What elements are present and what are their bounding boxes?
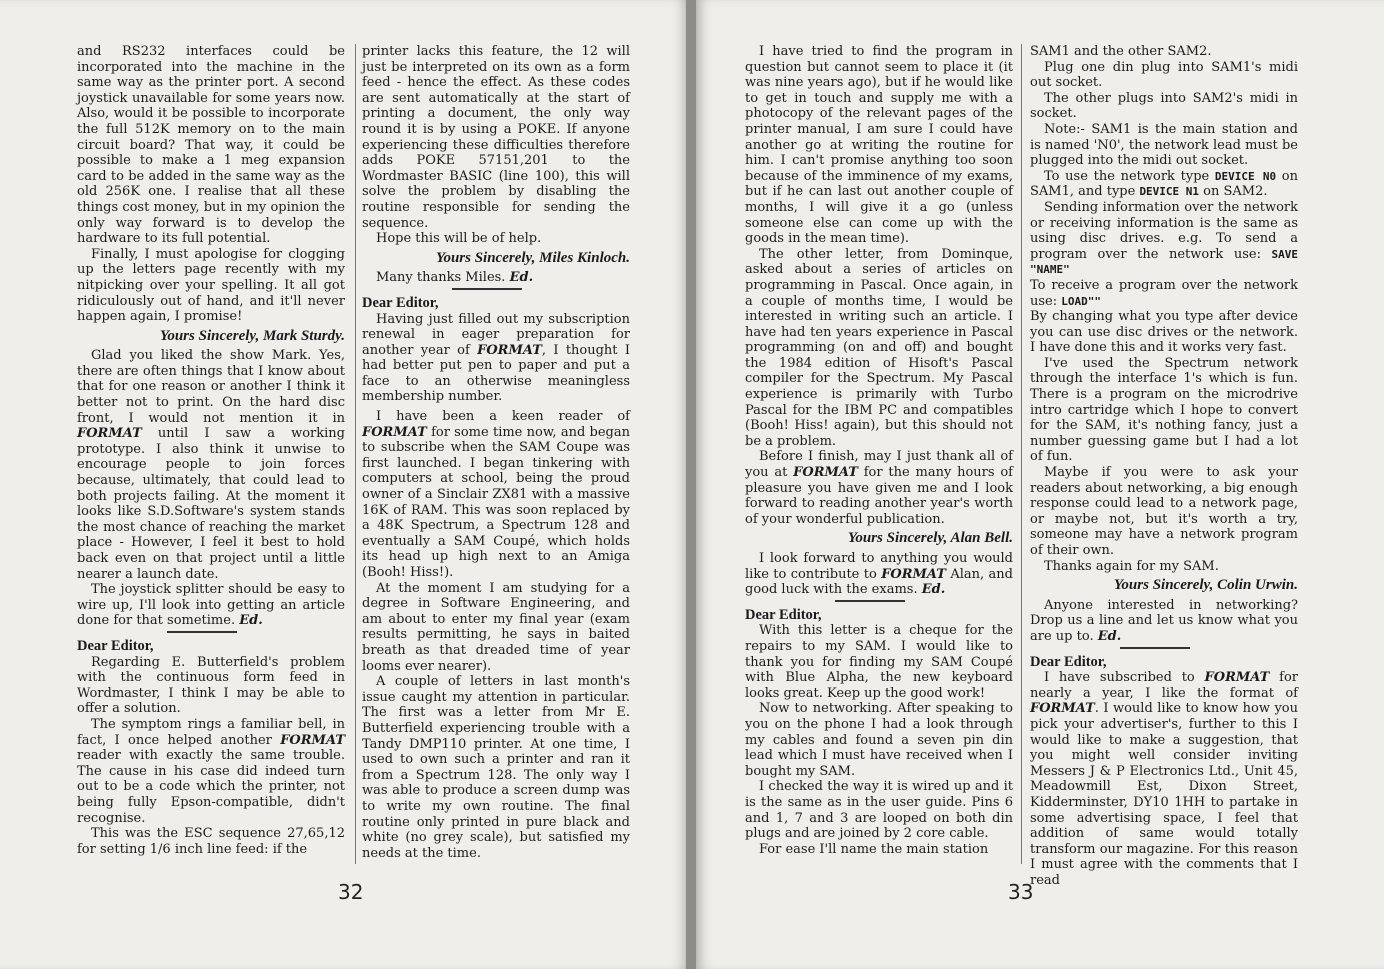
column-4 — [1030, 44, 1298, 888]
text: Having just filled out my subscription renewal in eager preparation for another year of — [362, 311, 630, 358]
text: on SAM2. — [1199, 184, 1268, 200]
page-number: 32 — [338, 880, 364, 904]
text: Alan, and good luck with the exams. — [745, 566, 1013, 598]
text: To use the network type — [1044, 168, 1215, 184]
paragraph — [77, 348, 345, 582]
format-title: FORMAT — [280, 732, 345, 748]
paragraph: Plug one din plug into SAM1's midi out socket. — [1030, 59, 1298, 91]
paragraph: Note:- SAM1 is the main station and is named 'N0', the network lead must be plugged into the midi out socket. — [1030, 121, 1298, 169]
paragraph — [362, 270, 630, 286]
text: Before I finish, may I just thank all of you at — [745, 449, 1013, 481]
editor-mark: Ed. — [239, 613, 263, 629]
format-title: FORMAT — [1204, 670, 1270, 686]
separator-rule — [1120, 647, 1190, 649]
column-divider — [1021, 44, 1022, 864]
text: for the many hours of pleasure you have given me and I look forward to reading another year's worth of your wonderful publication. — [745, 465, 1013, 527]
paragraph: Regarding E. Butterfield's problem with the continuous form feed in Wordmaster, I think I may be able to offer a solution. — [77, 654, 345, 717]
letter-salutation: Dear Editor, — [77, 637, 154, 654]
paragraph: With this letter is a cheque for the repairs to my SAM. I would like to thank you for finding my SAM Coupé with Blue Alpha, the new keyboard looks great. Keep up the good work! — [745, 623, 1013, 701]
column-3 — [745, 44, 1013, 857]
paragraph: I've used the Spectrum network through the interface 1's which is fun. There is a program on the microdrive intro cartridge which I hope to convert for the SAM, it's nothing fancy, just a number guessing game but I had a lot of fun. — [1030, 355, 1298, 465]
right-page — [696, 0, 1384, 969]
paragraph — [1030, 598, 1298, 645]
paragraph: SAM1 and the other SAM2. — [1030, 44, 1212, 59]
format-title: FORMAT — [362, 424, 427, 440]
paragraph: and RS232 interfaces could be incorporated into the machine in the same way as the printer port. A second joystick unavailable for some years now. Also, would it be possible to incorporate the full 512K memory on to the main circuit board? That way, it could be possible to make a 1 meg expansion card to be added in the same way as the old 256K one. I realise that all these things cost money, but in my opinion the only way forward is to develop the hardware to its full potential. — [77, 44, 345, 247]
text: To receive a program over the network use: — [1030, 277, 1298, 309]
paragraph: At the moment I am studying for a degree in Software Engineering, and am about to enter my final year (exam results permitting, he says in baited breath as that dreaded time of year looms ever nearer). — [362, 580, 630, 674]
text: Sending information over the network or receiving information is the same as using disc drives. e.g. To send a program over the network use: — [1030, 199, 1298, 262]
paragraph: For ease I'll name the main station — [759, 841, 989, 857]
separator-rule — [452, 288, 522, 290]
code-text: DEVICE N1 — [1139, 185, 1200, 199]
format-title: FORMAT — [1030, 701, 1095, 717]
text: for nearly a year, I like the format of — [1030, 670, 1298, 701]
paragraph: By changing what you type after device you can use disc drives or the network. I have done this and it works very fast. — [1030, 309, 1298, 356]
code-text: DEVICE N0 — [1214, 169, 1277, 183]
code-text: SAVE "NAME" — [1030, 247, 1298, 277]
signature: Yours Sincerely, Colin Urwin. — [1113, 577, 1298, 594]
editor-mark: Ed. — [921, 582, 946, 598]
paragraph — [1030, 670, 1298, 888]
page-number: 33 — [1008, 880, 1034, 904]
text: Many thanks Miles. — [376, 270, 506, 286]
text: Anyone interested in networking? Drop us a line and let us know what you are up to. — [1030, 597, 1298, 644]
paragraph — [1030, 169, 1298, 200]
text: , I thought I had better put pen to paper and put a face to an otherwise meaningless membership number. — [362, 342, 630, 405]
paragraph: Now to networking. After speaking to you on the phone I had a look through my cables and found a seven pin din lead which I must have received when I bought my SAM. — [745, 701, 1013, 779]
text: . I would like to know how you pick your advertiser's, further to this I would like to make a suggestion, that you might well consider inviting Messers J & P Electronics Ltd., Unit 45, Meadowmill Est, Dixon Street, Kidderminster, DY10 1HH to partake in some advertising space, I feel that addition of same would totally transform our magazine. For this reason I must agree with the comments that I read — [1030, 701, 1298, 888]
signature: Yours Sincerely, Mark Sturdy. — [159, 327, 345, 344]
paragraph: The other plugs into SAM2's midi in socket. — [1030, 90, 1298, 122]
paragraph — [1030, 200, 1298, 278]
separator-rule — [167, 631, 237, 633]
text: on SAM1, and type — [1030, 168, 1298, 200]
paragraph: Thanks again for my SAM. — [1044, 558, 1219, 574]
text: The symptom rings a familiar bell, in fact, I once helped another — [77, 716, 345, 748]
paragraph: This was the ESC sequence 27,65,12 for setting 1/6 inch line feed: if the — [77, 826, 345, 857]
paragraph: Hope this will be of help. — [376, 231, 542, 247]
text: I look forward to anything you would like to contribute to — [745, 551, 1013, 582]
paragraph: Finally, I must apologise for clogging up the letters page recently with my nitpicking over your spelling. It all got ridiculously out of hand, and it'll never happen again, I promise! — [77, 246, 345, 325]
format-title: FORMAT — [793, 465, 858, 481]
editor-mark: Ed. — [1097, 628, 1122, 644]
letter-salutation: Dear Editor, — [1030, 653, 1107, 670]
format-title: FORMAT — [881, 566, 946, 582]
editor-mark: Ed. — [509, 270, 534, 286]
paragraph — [745, 551, 1013, 598]
paragraph — [362, 409, 630, 581]
paragraph: Maybe if you were to ask your readers about networking, a big enough response could lead to a network page, or maybe not, but it's worth a try, someone may have a network program of their own. — [1030, 465, 1298, 558]
signature: Yours Sincerely, Miles Kinloch. — [435, 249, 630, 266]
text: I have been a keen reader of — [376, 409, 630, 425]
text: The joystick splitter should be easy to wire up, I'll look into getting an article done for that sometime. — [77, 582, 345, 629]
paragraph — [77, 582, 345, 629]
paragraph — [745, 449, 1013, 527]
letter-salutation: Dear Editor, — [745, 606, 822, 623]
format-title: FORMAT — [77, 426, 142, 442]
paragraph: I checked the way it is wired up and it is the same as in the user guide. Pins 6 and 1, 7 and 3 are looped on both din plugs and are joined by 2 core cable. — [745, 779, 1013, 842]
code-text: LOAD"" — [1061, 294, 1101, 308]
text: until I saw a working prototype. I also think it unwise to encourage people to join forces because, ultimately, that could lead to both projects failing. At the moment it looks like S.D.Software's system stands the most chance of reaching the market place - However, I feel it best to hold back even on that project until a little nearer a launch date. — [77, 426, 345, 582]
paragraph: I have tried to find the program in question but cannot seem to place it (it was nine years ago), but if he would like to get in touch and supply me with a photocopy of the relevant pages of the printer manual, I am sure I could have another go at writing the routine for him. I can't promise anything too soon because of the imminence of my exams, but if he can last out another couple of months, I will give it a go (unless someone else can come up with the goods in the mean time). — [745, 44, 1013, 247]
column-2 — [362, 44, 630, 861]
text: Glad you liked the show Mark. Yes, there are often things that I know about that for one reason or another I think it better not to print. On the hard disc front, I would not mention it in — [77, 348, 345, 426]
text: for some time now, and began to subscribe when the SAM Coupe was first launched. I began tinkering with computers at school, being the proud owner of a Sinclair ZX81 with a massive 16K of RAM. This was soon replaced by a 48K Spectrum, a Spectrum 128 and eventually a SAM Coupé, which holds its head up high next to an Amiga (Booh! Hiss!). — [362, 424, 630, 580]
column-divider — [355, 44, 356, 864]
signature: Yours Sincerely, Alan Bell. — [847, 530, 1013, 547]
text: reader with exactly the same trouble. The cause in his case did indeed turn out to be a code which the printer, not being fully Epson-compatible, didn't recognise. — [77, 748, 345, 826]
left-page — [0, 0, 688, 969]
paragraph — [362, 312, 630, 406]
text: I have subscribed to — [1044, 670, 1205, 686]
column-1 — [77, 44, 345, 857]
paragraph — [77, 717, 345, 826]
paragraph: printer lacks this feature, the 12 will just be interpreted on its own as a form feed - hence the effect. As these codes are sent automatically at the start of printing a document, the only way round it is by using a POKE. If anyone experiencing these difficulties therefore adds POKE 57151,201 to the Wordmaster BASIC (line 100), this will solve the problem by disabling the routine responsible for sending the sequence. — [362, 44, 630, 231]
paragraph: The other letter, from Dominque, asked about a series of articles on programming in Pascal. Once again, in a couple of months time, I would be interested in writing such an article. I have had ten years experience in Pascal programming (on and off) and bought the 1984 edition of Hisoft's Pascal compiler for the Spectrum. My Pascal experience is primarily with Turbo Pascal for the IBM PC and compatibles (Booh! Hiss! again), but this should not be a problem. — [745, 246, 1013, 449]
letter-salutation: Dear Editor, — [362, 294, 439, 311]
separator-rule — [835, 600, 905, 602]
paragraph — [1030, 278, 1298, 309]
paragraph: A couple of letters in last month's issue caught my attention in particular. The first was a letter from Mr E. Butterfield experiencing trouble with a Tandy DMP110 printer. At one time, I used to own such a printer and ran it from a Spectrum 128. The only way I was able to produce a screen dump was to write my own routine. The final routine only printed in pure black and white (no grey scale), but satisfied my needs at the time. — [362, 674, 630, 861]
format-title: FORMAT — [477, 342, 542, 358]
